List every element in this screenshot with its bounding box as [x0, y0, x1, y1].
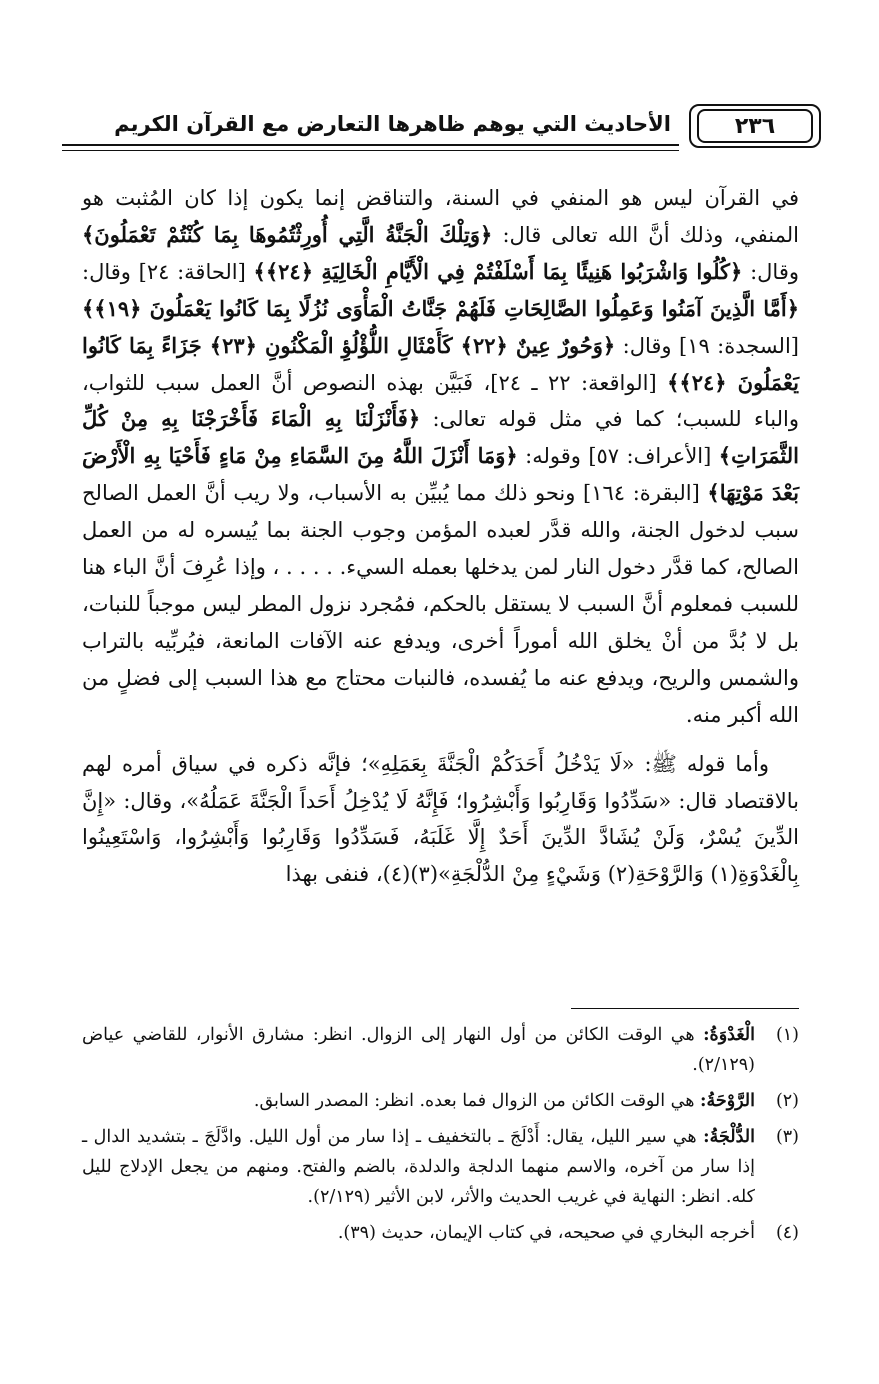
body-text: [الحاقة: ٢٤] وقال: — [82, 259, 254, 284]
body-text: [الأعراف: ٥٧] وقوله: — [517, 444, 719, 469]
quran-quote: ﴿وَمَا أَنْزَلَ اللَّهُ مِنَ السَّمَاءِ مِنْ مَاءٍ فَأَحْيَا بِهِ الْأَرْضَ بَعْدَ مَوْتِهَا﴾ — [82, 443, 799, 506]
footnote — [82, 1020, 799, 1080]
footnote — [82, 1086, 799, 1116]
footnotes — [82, 1020, 799, 1254]
footnote — [82, 1122, 799, 1212]
quran-quote: ﴿أَمَّا الَّذِينَ آمَنُوا وَعَمِلُوا الصَّالِحَاتِ فَلَهُمْ جَنَّاتُ الْمَأْوَى نُزُلًا بِمَا كَانُوا يَعْمَلُونَ ﴿١٩﴾﴾ — [82, 295, 799, 321]
footnote-text: أخرجه البخاري في صحيحه، في كتاب الإيمان، حديث (٣٩). — [337, 1223, 755, 1243]
paragraph-1 — [82, 180, 799, 734]
footnote-text: هي الوقت الكائن من الزوال فما بعده. انظر: المصدر السابق. — [253, 1091, 701, 1111]
footnote-number: (٢) — [775, 1091, 799, 1111]
page-number-frame — [689, 104, 821, 148]
page-number: ٢٣٦ — [697, 109, 813, 143]
paragraph-2 — [82, 746, 799, 894]
quran-quote: ﴿كُلُوا وَاشْرَبُوا هَنِيئًا بِمَا أَسْلَفْتُمْ فِي الْأَيَّامِ الْخَالِيَةِ ﴿٢٤﴾﴾ — [253, 258, 743, 284]
footnote-term: الْغَدْوَةُ: — [703, 1025, 755, 1045]
footnote-text: هي الوقت الكائن من أول النهار إلى الزوال. انظر: مشارق الأنوار، للقاضي عياض (٢/١٢٩). — [82, 1025, 755, 1075]
footnote-separator — [571, 1008, 799, 1009]
body-text: وقال: — [742, 259, 799, 284]
header-rule-thin — [62, 150, 679, 151]
footnote-number: (٤) — [775, 1223, 799, 1243]
body-text: وأما قوله ﷺ: «لَا يَدْخُلُ أَحَدَكُمْ الْجَنَّةَ بِعَمَلِهِ»؛ فإنَّه ذكره في سياق أمره لهم بالاقتصاد قال: «سَدِّدُوا وَقَارِبُوا وَأَبْشِرُوا؛ فَإِنَّهُ لَا يُدْخِلُ أَحَداً الْجَنَّةَ عَمَلُهُ»، وقال: «إِنَّ الدِّينَ يُسْرٌ، وَلَنْ يُشَادَّ الدِّينَ أَحَدٌ إِلَّا غَلَبَهُ، فَسَدِّدُوا وَقَارِبُوا وَأَبْشِرُوا، وَاسْتَعِينُوا بِالْغَدْوَةِ(١) وَالرَّوْحَةِ(٢) وَشَيْءٍ مِنْ الدُّلْجَةِ»(٣)(٤)، فنفى بهذا — [82, 751, 799, 887]
body-text: [الواقعة: ٢٢ ـ ٢٤]، فَبَيَّن بهذه النصوص أنَّ العمل سبب للثواب، والباء للسبب؛ كما في مثل قوله تعالى: — [82, 370, 799, 432]
quran-quote: ﴿فَأَنْزَلْنَا بِهِ الْمَاءَ فَأَخْرَجْنَا بِهِ مِنْ كُلِّ الثَّمَرَاتِ﴾ — [82, 406, 799, 469]
quran-quote: ﴿وَتِلْكَ الْجَنَّةُ الَّتِي أُورِثْتُمُوهَا بِمَا كُنْتُمْ تَعْمَلُونَ﴾ — [82, 221, 493, 247]
quran-quote: ﴿وَحُورٌ عِينٌ ﴿٢٢﴾ كَأَمْثَالِ اللُّؤْلُؤِ الْمَكْنُونِ ﴿٢٣﴾ جَزَاءً بِمَا كَانُوا يَعْمَلُونَ ﴿٢٤﴾﴾ — [82, 332, 799, 395]
body-text: في القرآن ليس هو المنفي في السنة، والتناقض إنما يكون إذا كان المُثبت هو المنفي، وذلك أنَّ الله تعالى قال: — [82, 186, 799, 247]
body-text: [البقرة: ١٦٤] ونحو ذلك مما يُبيِّن به الأسباب، ولا ريب أنَّ العمل الصالح سبب لدخول الجنة، والله قدَّر لعبده المؤمن وجوب الجنة بما يُيسره له من العمل الصالح، كما قدَّر دخول النار لمن يدخلها بعمله السيء. . . . . ، وإذا عُرِفَ أنَّ الباء هنا للسبب فمعلوم أنَّ السبب لا يستقل بالحكم، فمُجرد نزول المطر ليس موجباً للنبات، بل لا بُدَّ من أنْ يخلق الله أموراً أخرى، ويدفع عنه الآفات المانعة، فيُربِّيه بالتراب والشمس والريح، ويدفع عنه ما يُفسده، فالنبات محتاج مع هذا السبب إلى فضلٍ من الله أكبر منه. — [82, 481, 799, 727]
footnote — [82, 1218, 799, 1248]
footnote-term: الدُّلْجَةُ: — [703, 1127, 755, 1147]
body-text: [السجدة: ١٩] وقال: — [615, 333, 799, 358]
footnote-number: (١) — [775, 1025, 799, 1045]
footnote-number: (٣) — [775, 1127, 799, 1147]
main-text — [82, 180, 799, 893]
running-title: الأحاديث التي يوهم ظاهرها التعارض مع القرآن الكريم — [114, 112, 671, 136]
header-rule — [62, 144, 679, 146]
footnote-text: هي سير الليل، يقال: أَدْلَجَ ـ بالتخفيف ـ إذا سار من أول الليل. وادَّلَجَ ـ بتشديد الدال ـ إذا سار من آخره، والاسم منهما الدلجة والدلدة، بالضم والفتح. ومنهم من يجعل الإدلاج لليل كله. انظر: النهاية في غريب الحديث والأثر، لابن الأثير (٢/١٢٩). — [82, 1127, 755, 1207]
footnote-term: الرَّوْحَةُ: — [700, 1091, 755, 1111]
page-header — [62, 104, 821, 152]
